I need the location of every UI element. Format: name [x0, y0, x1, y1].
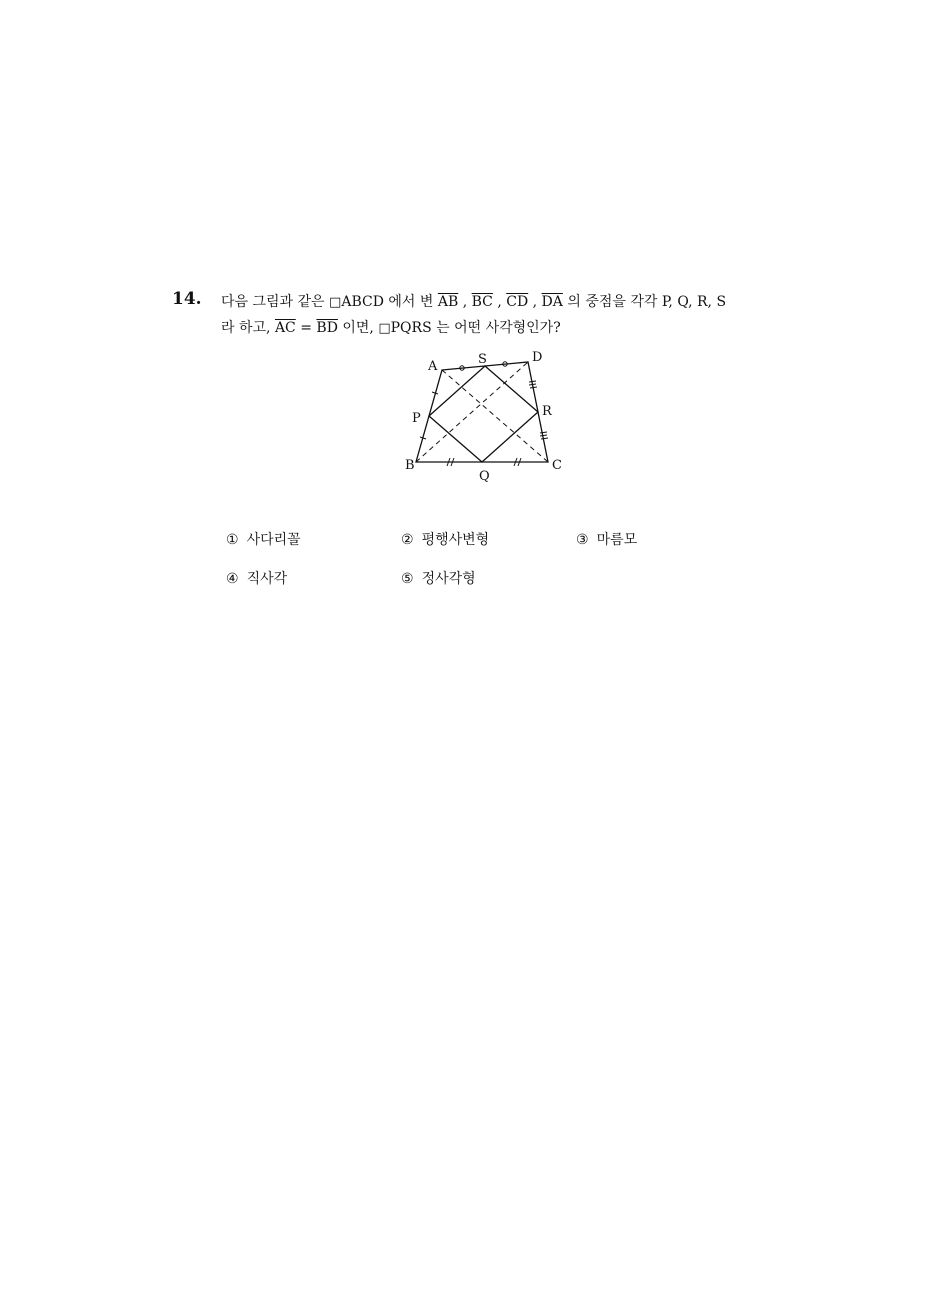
segment-bc: $\overline{BC}$: [471, 294, 493, 310]
choice-4[interactable]: [226, 568, 287, 588]
label-s: S: [478, 352, 487, 367]
label-c: C: [552, 458, 562, 473]
choice-2[interactable]: [401, 529, 489, 549]
segment-bd: $\overline{BD}$: [316, 320, 338, 336]
separator: ,: [492, 294, 507, 310]
choice-1[interactable]: [226, 529, 301, 549]
label-a: A: [428, 359, 438, 374]
segment-ac: $\overline{AC}$: [274, 320, 296, 336]
text-part: 이면,: [337, 320, 379, 336]
label-q: Q: [479, 469, 490, 484]
choice-text: 마름모: [596, 532, 638, 548]
equals-sign: =: [295, 320, 317, 336]
text-part: PQRS 는 어떤 사각형인가?: [390, 320, 561, 336]
choice-text: 사다리꼴: [246, 532, 301, 548]
choice-text: 평행사변형: [421, 532, 490, 548]
quadrilateral-pqrs: [429, 366, 538, 462]
text-part: 다음 그림과 같은: [221, 294, 330, 310]
choice-number: ②: [401, 532, 414, 548]
text-part: 의 중점을 각각 P, Q, R, S: [562, 294, 727, 310]
question-number: 14.: [172, 289, 202, 309]
segment-ab: $\overline{AB}$: [437, 294, 459, 310]
choice-3[interactable]: [576, 529, 637, 549]
square-symbol: □: [378, 321, 391, 336]
quadrilateral-abcd: [416, 362, 548, 462]
geometry-figure: [398, 345, 578, 489]
label-p: P: [412, 411, 421, 426]
segment-da: $\overline{DA}$: [541, 294, 563, 310]
label-d: D: [532, 350, 543, 365]
choice-number: ①: [226, 532, 239, 548]
question-text-line-2: [221, 317, 561, 337]
separator: ,: [528, 294, 542, 310]
choice-text: 직사각: [246, 571, 288, 587]
question-text-line-1: [221, 291, 726, 311]
choice-number: ③: [576, 532, 589, 548]
label-b: B: [405, 458, 415, 473]
choice-text: 정사각형: [421, 571, 476, 587]
segment-cd: $\overline{CD}$: [506, 294, 529, 310]
square-symbol: □: [329, 295, 342, 310]
text-part: 라 하고,: [221, 320, 275, 336]
quadrilateral-diagram: [398, 345, 578, 485]
label-r: R: [542, 404, 552, 419]
separator: ,: [458, 294, 472, 310]
choice-5[interactable]: [401, 568, 476, 588]
text-part: ABCD 에서 변: [341, 294, 438, 310]
choice-number: ④: [226, 571, 239, 587]
choice-number: ⑤: [401, 571, 414, 587]
